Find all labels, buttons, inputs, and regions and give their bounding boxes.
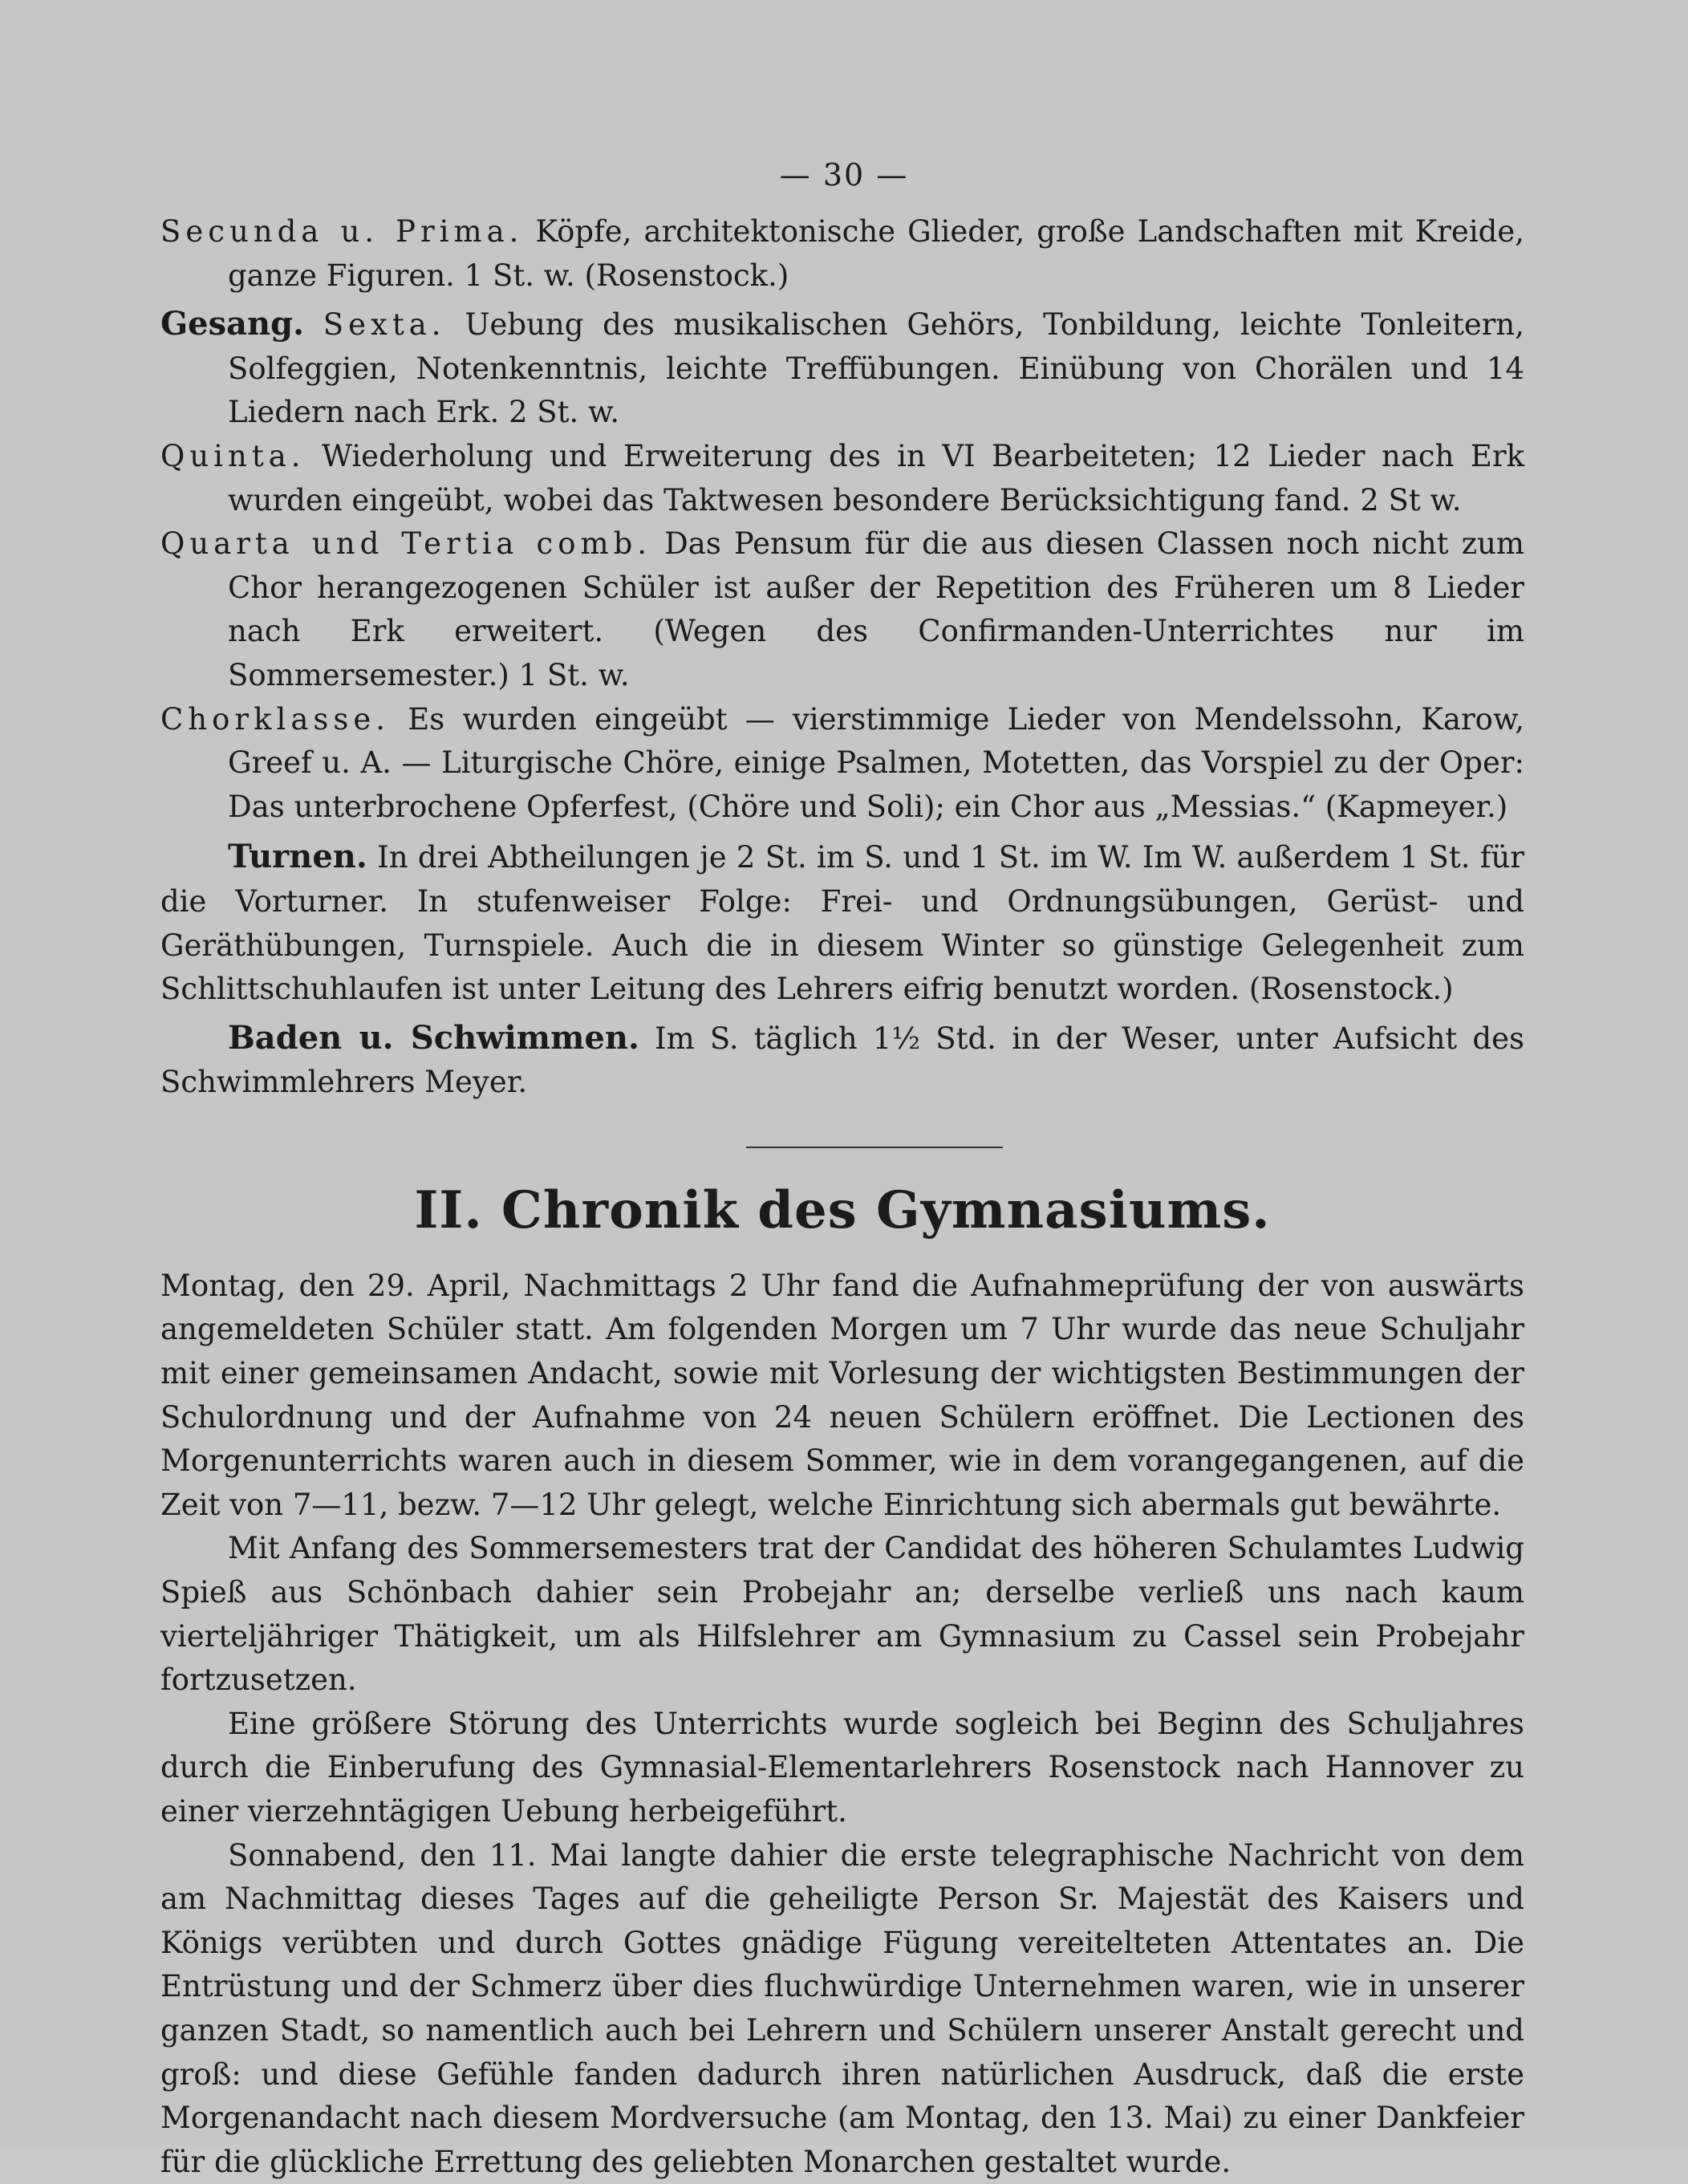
section-heading: Turnen. (228, 838, 367, 876)
secunda-paragraph (160, 210, 1524, 298)
chronik-paragraph: Montag, den 29. April, Nachmittags 2 Uhr fand die Aufnahmeprüfung der von auswärts angemeldeten Schüler statt. Am folgenden Morgen um 7 Uhr wurde das neue Schuljahr mit einer gemeinsamen Andacht, sowie mit Vorlesung der wichtigsten Bestimmungen der Schulordnung und der Aufnahme von 24 neuen Schülern eröffnet. Die Lectionen des Morgenunterrichts waren auch in diesem Sommer, wie in dem vorangegangenen, auf die Zeit von 7—11, bezw. 7—12 Uhr gelegt, welche Einrichtung sich abermals gut bewährte. (160, 1268, 1524, 1522)
class-label: Chorklasse. (160, 701, 391, 737)
baden-paragraph (160, 1017, 1524, 1105)
text-column (160, 210, 1524, 2184)
paragraph-text: In drei Abtheilungen je 2 St. im S. und 1 St. im W. Im W. außerdem 1 St. für die Vorturner. In stufenweiser Folge: Frei- und Ordnungsübungen, Gerüst- und Geräthübungen, Turnspiele. Auch die in diesem Winter so günstige Gelegenheit zum Schlittschuhlaufen ist unter Leitung des Lehrers eifrig benutzt worden. (Rosenstock.) (160, 840, 1524, 1007)
section-divider (746, 1147, 1003, 1148)
gesang-paragraph (160, 302, 1524, 435)
chronik-paragraph: Eine größere Störung des Unterrichts wurde sogleich bei Beginn des Schuljahres durch die Einberufung des Gymnasial-Elementarlehrers Rosenstock nach Hannover zu einer vierzehntägigen Uebung herbeigeführt. (160, 1706, 1524, 1829)
quinta-paragraph (160, 435, 1524, 522)
paragraph-text: Köpfe, architektonische Glieder, große Landschaften mit Kreide, ganze Figuren. 1 St. w. (Rosenstock.) (228, 214, 1524, 293)
paragraph-text: Es wurden eingeübt — vierstimmige Lieder von Mendelssohn, Karow, Greef u. A. — Liturgische Chöre, einige Psalmen, Motetten, das Vorspiel zu der Oper: Das unterbrochene Opferfest, (Chöre und Soli); ein Chor aus „Messias.“ (Kapmeyer.) (228, 701, 1524, 824)
chronik-paragraph: Sonnabend, den 11. Mai langte dahier die erste telegraphische Nachricht von dem am Nachmittag dieses Tages auf die geheiligte Person Sr. Majestät des Kaisers und Königs verübten und durch Gottes gnädige Fügung vereitelteten Attentates an. Die Entrüstung und der Schmerz über dies fluchwürdige Unternehmen waren, wie in unserer ganzen Stadt, so namentlich auch bei Lehrern und Schülern unserer Anstalt gerecht und groß: und diese Gefühle fanden dadurch ihren natürlichen Ausdruck, daß die erste Morgenandacht nach diesem Mordversuche (am Montag, den 13. Mai) zu einer Dankfeier für die glückliche Errettung des geliebten Monarchen gestaltet wurde. (160, 1837, 1524, 2179)
quarta-paragraph (160, 522, 1524, 697)
section-heading: Gesang. (160, 305, 305, 343)
turnen-paragraph (160, 835, 1524, 1011)
page-number: — 30 — (779, 157, 909, 193)
paragraph-text: Wiederholung und Erweiterung des in VI Bearbeiteten; 12 Lieder nach Erk wurden eingeübt, wobei das Taktwesen besondere Berücksichtigung fand. 2 St w. (228, 438, 1525, 518)
chorklasse-paragraph (160, 698, 1524, 830)
class-label: Sexta. (323, 307, 446, 343)
class-label: Quarta und Tertia comb. (160, 526, 652, 562)
class-label: Secunda u. Prima. (160, 214, 524, 249)
paragraph-text: Im S. täglich 1½ Std. in der Weser, unter Aufsicht des Schwimmlehrers Meyer. (160, 1021, 1524, 1100)
section-heading: Baden u. Schwimmen. (228, 1018, 639, 1057)
chronik-paragraph: Mit Anfang des Sommersemesters trat der Candidat des höheren Schulamtes Ludwig Spieß aus Schönbach dahier sein Probejahr an; derselbe verließ uns nach kaum vierteljähriger Thätigkeit, um als Hilfslehrer am Gymnasium zu Cassel sein Probejahr fortzusetzen. (160, 1531, 1524, 1698)
paragraph-text: Uebung des musikalischen Gehörs, Tonbildung, leichte Tonleitern, Solfeggien, Notenkenntnis, leichte Treffübungen. Einübung von Chorälen und 14 Liedern nach Erk. 2 St. w. (228, 307, 1524, 430)
class-label: Quinta. (160, 438, 306, 473)
paragraph-text: Das Pensum für die aus diesen Classen noch nicht zum Chor herangezogenen Schüler ist außer der Repetition des Früheren um 8 Lieder nach Erk erweitert. (Wegen des Confirmanden-Unterrichtes nur im Sommersemester.) 1 St. w. (228, 526, 1524, 692)
chapter-title: II. Chronik des Gymnasiums. (414, 1179, 1271, 1240)
